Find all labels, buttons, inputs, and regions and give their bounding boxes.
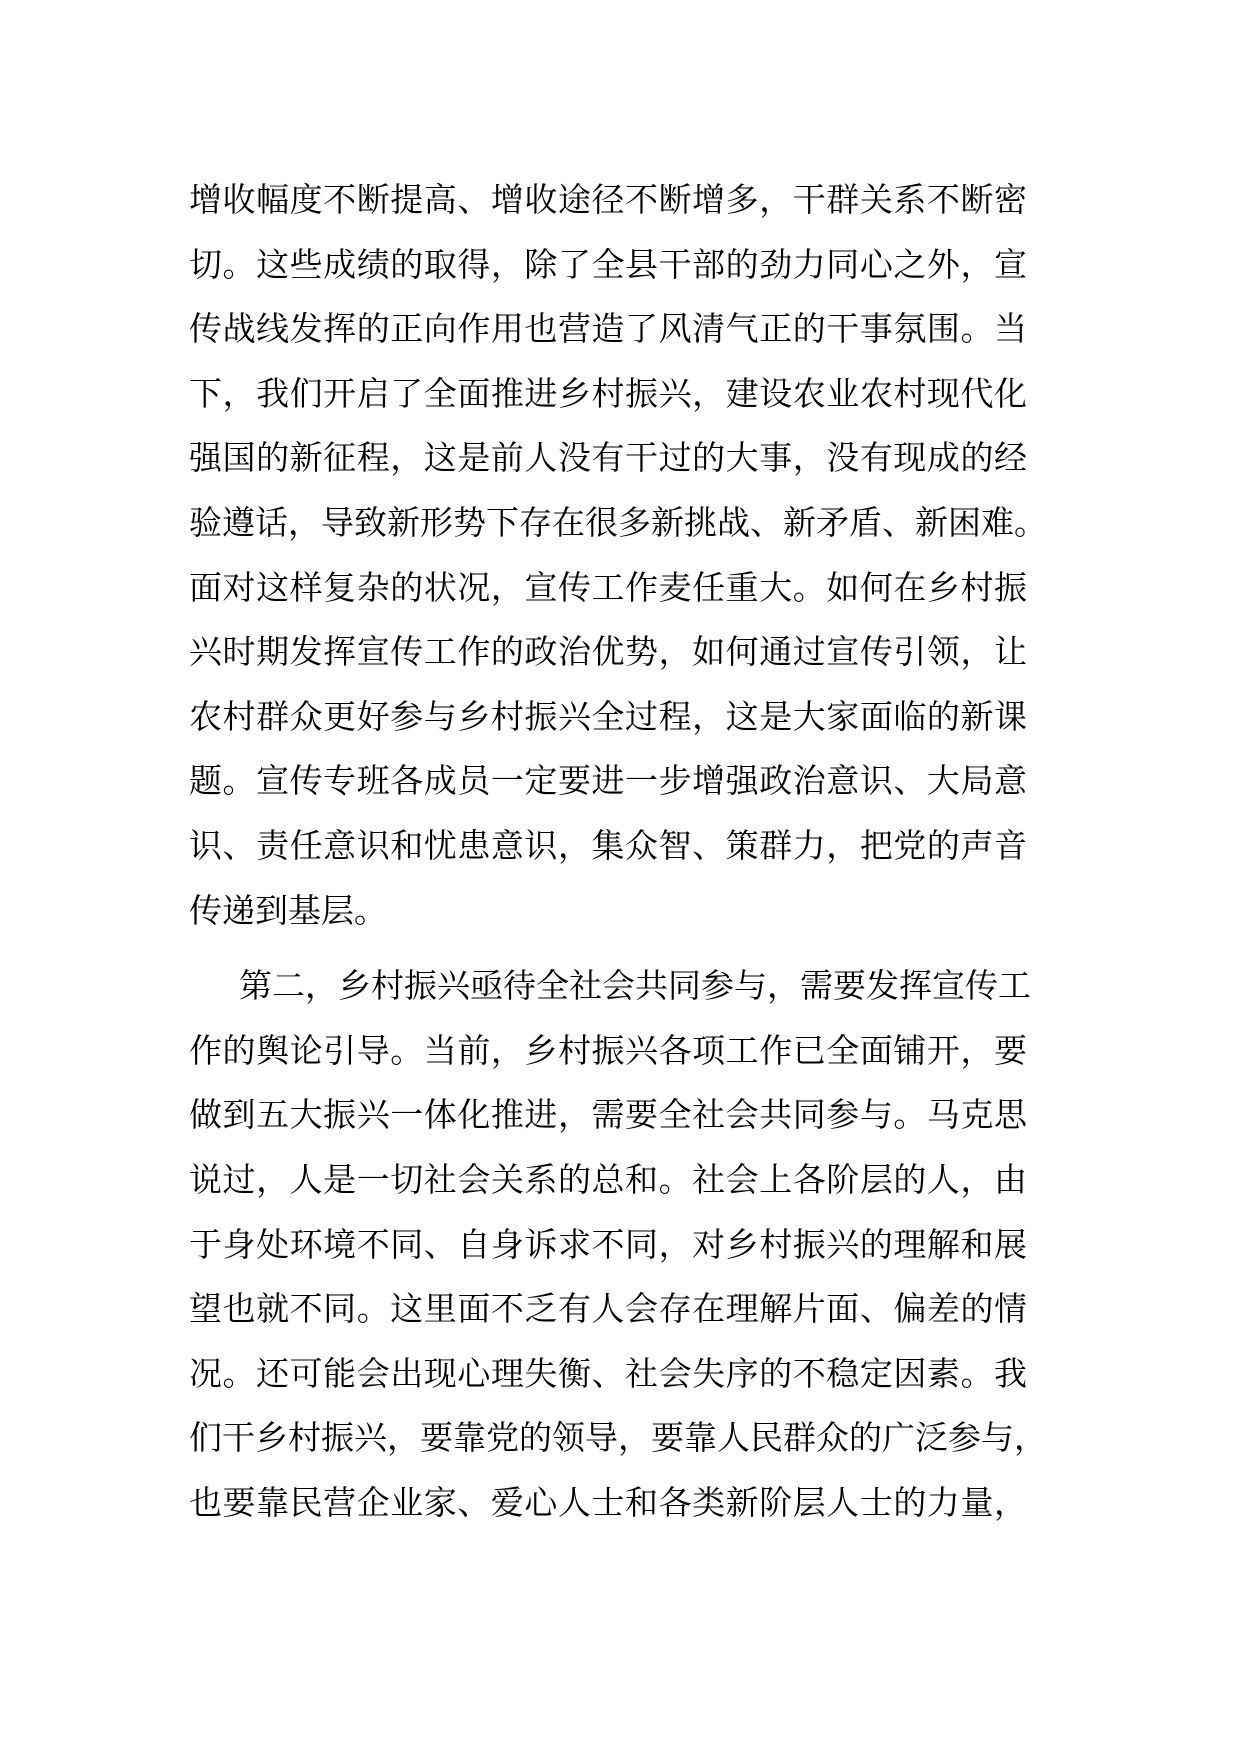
text-line: 识、责任意识和忧患意识，集众智、策群力，把党的声音 — [189, 825, 1027, 865]
text-line: 农村群众更好参与乡村振兴全过程，这是大家面临的新课 — [189, 696, 1027, 736]
text-line: 望也就不同。这里面不乏有人会存在理解片面、偏差的情 — [189, 1289, 1027, 1329]
text-line: 面对这样复杂的状况，宣传工作麦任重大。如何在乡村振 — [189, 567, 1027, 607]
text-line: 们干乡村振兴，要靠党的领导，要靠人民群众的广泛参与， — [189, 1418, 1047, 1458]
text-line: 题。宣传专班各成员一定要进一步增强政治意识、大局意 — [189, 761, 1027, 801]
text-line: 传递到基层。 — [189, 890, 387, 930]
text-line: 传战线发挥的正向作用也营造了风清气正的干事氛围。当 — [189, 309, 1027, 349]
paragraph — [189, 954, 1047, 1535]
text-line: 增收幅度不断提高、增收途径不断增多，干群关系不断密 — [189, 180, 1027, 219]
text-line: 第二，乡村振兴亟待全社会共同参与，需要发挥宣传工 — [239, 966, 1031, 1006]
text-line: 也要靠民营企业家、爱心人士和各类新阶层人士的力量， — [189, 1482, 1027, 1522]
text-line: 况。还可能会出现心理失衡、社会失序的不稳定因素。我 — [189, 1353, 1027, 1393]
text-line: 验遵话，导致新形势下存在很多新挑战、新矛盾、新困难。 — [189, 502, 1047, 542]
text-line: 下，我们开启了全面推进乡村振兴，建设农业农村现代化 — [189, 373, 1027, 413]
text-line: 兴时期发挥宣传工作的政治优势，如何通过宣传引领，让 — [189, 632, 1027, 672]
text-line: 做到五大振兴一体化推进，需要全社会共同参与。马克思 — [189, 1095, 1027, 1135]
paragraph — [189, 168, 1047, 943]
text-line: 于身处环境不同、自身诉求不同，对乡村振兴的理解和展 — [189, 1224, 1027, 1264]
document-body — [189, 168, 1047, 1535]
text-line: 切。这些成绩的取得，除了全县干部的劲力同心之外，宣 — [189, 244, 1027, 284]
text-line: 说过，人是一切社会关系的总和。社会上各阶层的人，由 — [189, 1159, 1027, 1199]
text-line: 作的舆论引导。当前，乡村振兴各项工作已全面铺开，要 — [189, 1030, 1027, 1070]
text-line: 强国的新征程，这是前人没有干过的大事，没有现成的经 — [189, 438, 1027, 478]
